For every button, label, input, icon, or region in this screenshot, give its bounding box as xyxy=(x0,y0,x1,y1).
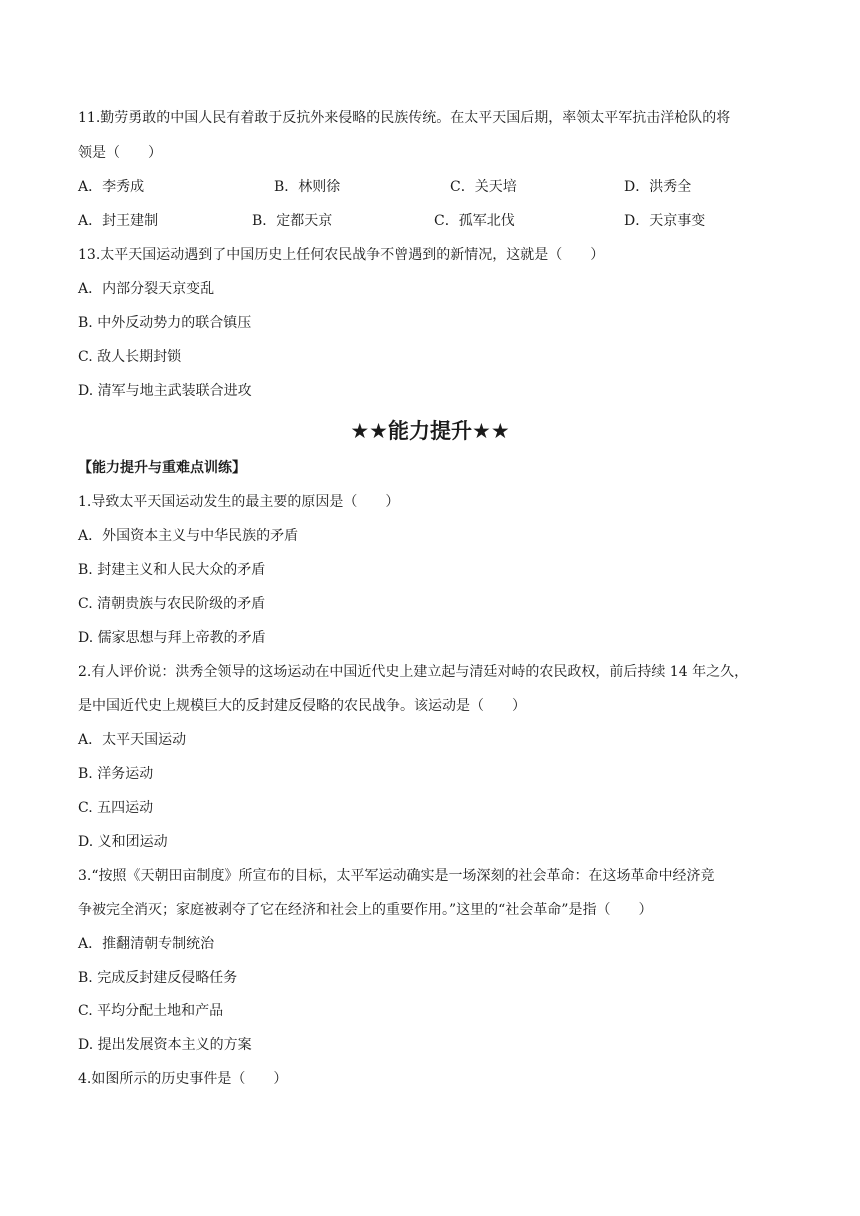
practice-2-option-a: A．太平天国运动 xyxy=(78,732,187,748)
question-11-stem-line2: 领是（ ） xyxy=(78,145,162,161)
practice-3-option-c: C. 平均分配土地和产品 xyxy=(78,1003,224,1019)
question-11-option-c: C．关天培 xyxy=(450,179,517,195)
question-12-option-c: C．孤军北伐 xyxy=(434,213,515,229)
practice-1-option-c: C. 清朝贵族与农民阶级的矛盾 xyxy=(78,596,266,612)
question-13-option-a: A．内部分裂天京变乱 xyxy=(78,281,215,297)
section-subtitle: 【能力提升与重难点训练】 xyxy=(78,460,246,476)
question-12-option-d: D．天京事变 xyxy=(624,213,706,229)
question-12-option-b: B．定都天京 xyxy=(252,213,333,229)
question-13-option-c: C. 敌人长期封锁 xyxy=(78,349,182,365)
practice-3-stem-line1: 3.“按照《天朝田亩制度》所宣布的目标，太平军运动确实是一场深刻的社会革命：在这场革命中经济竞 xyxy=(78,868,715,884)
question-13-stem: 13.太平天国运动遇到了中国历史上任何农民战争不曾遇到的新情况，这就是（ ） xyxy=(78,247,605,263)
practice-2-option-d: D. 义和团运动 xyxy=(78,834,168,850)
question-13-option-b: B. 中外反动势力的联合镇压 xyxy=(78,315,252,331)
practice-3-stem-line2: 争被完全消灭；家庭被剥夺了它在经济和社会上的重要作用。”这里的“社会革命”是指（ ） xyxy=(78,902,653,918)
practice-3-option-a: A．推翻清朝专制统治 xyxy=(78,936,215,952)
question-12-option-a: A．封王建制 xyxy=(78,213,159,229)
practice-4-stem: 4.如图所示的历史事件是（ ） xyxy=(78,1071,288,1087)
question-11-stem-line1: 11.勤劳勇敢的中国人民有着敢于反抗外来侵略的民族传统。在太平天国后期，率领太平军抗击洋枪队的将 xyxy=(78,110,731,126)
practice-1-stem: 1.导致太平天国运动发生的最主要的原因是（ ） xyxy=(78,494,400,510)
practice-1-option-a: A．外国资本主义与中华民族的矛盾 xyxy=(78,528,299,544)
practice-1-option-d: D. 儒家思想与拜上帝教的矛盾 xyxy=(78,630,266,646)
practice-2-option-b: B. 洋务运动 xyxy=(78,766,154,782)
practice-1-option-b: B. 封建主义和人民大众的矛盾 xyxy=(78,562,266,578)
practice-3-option-d: D. 提出发展资本主义的方案 xyxy=(78,1037,252,1053)
section-title: ★★能力提升★★ xyxy=(350,419,510,443)
question-11-option-b: B．林则徐 xyxy=(274,179,341,195)
practice-2-option-c: C. 五四运动 xyxy=(78,800,154,816)
practice-2-stem-line1: 2.有人评价说：洪秀全领导的这场运动在中国近代史上建立起与清廷对峙的农民政权，前后持续 14 年之久， xyxy=(78,664,749,680)
question-11-option-a: A．李秀成 xyxy=(78,179,145,195)
question-13-option-d: D. 清军与地主武装联合进攻 xyxy=(78,383,252,399)
practice-3-option-b: B. 完成反封建反侵略任务 xyxy=(78,970,238,986)
question-11-option-d: D．洪秀全 xyxy=(624,179,692,195)
practice-2-stem-line2: 是中国近代史上规模巨大的反封建反侵略的农民战争。该运动是（ ） xyxy=(78,698,526,714)
